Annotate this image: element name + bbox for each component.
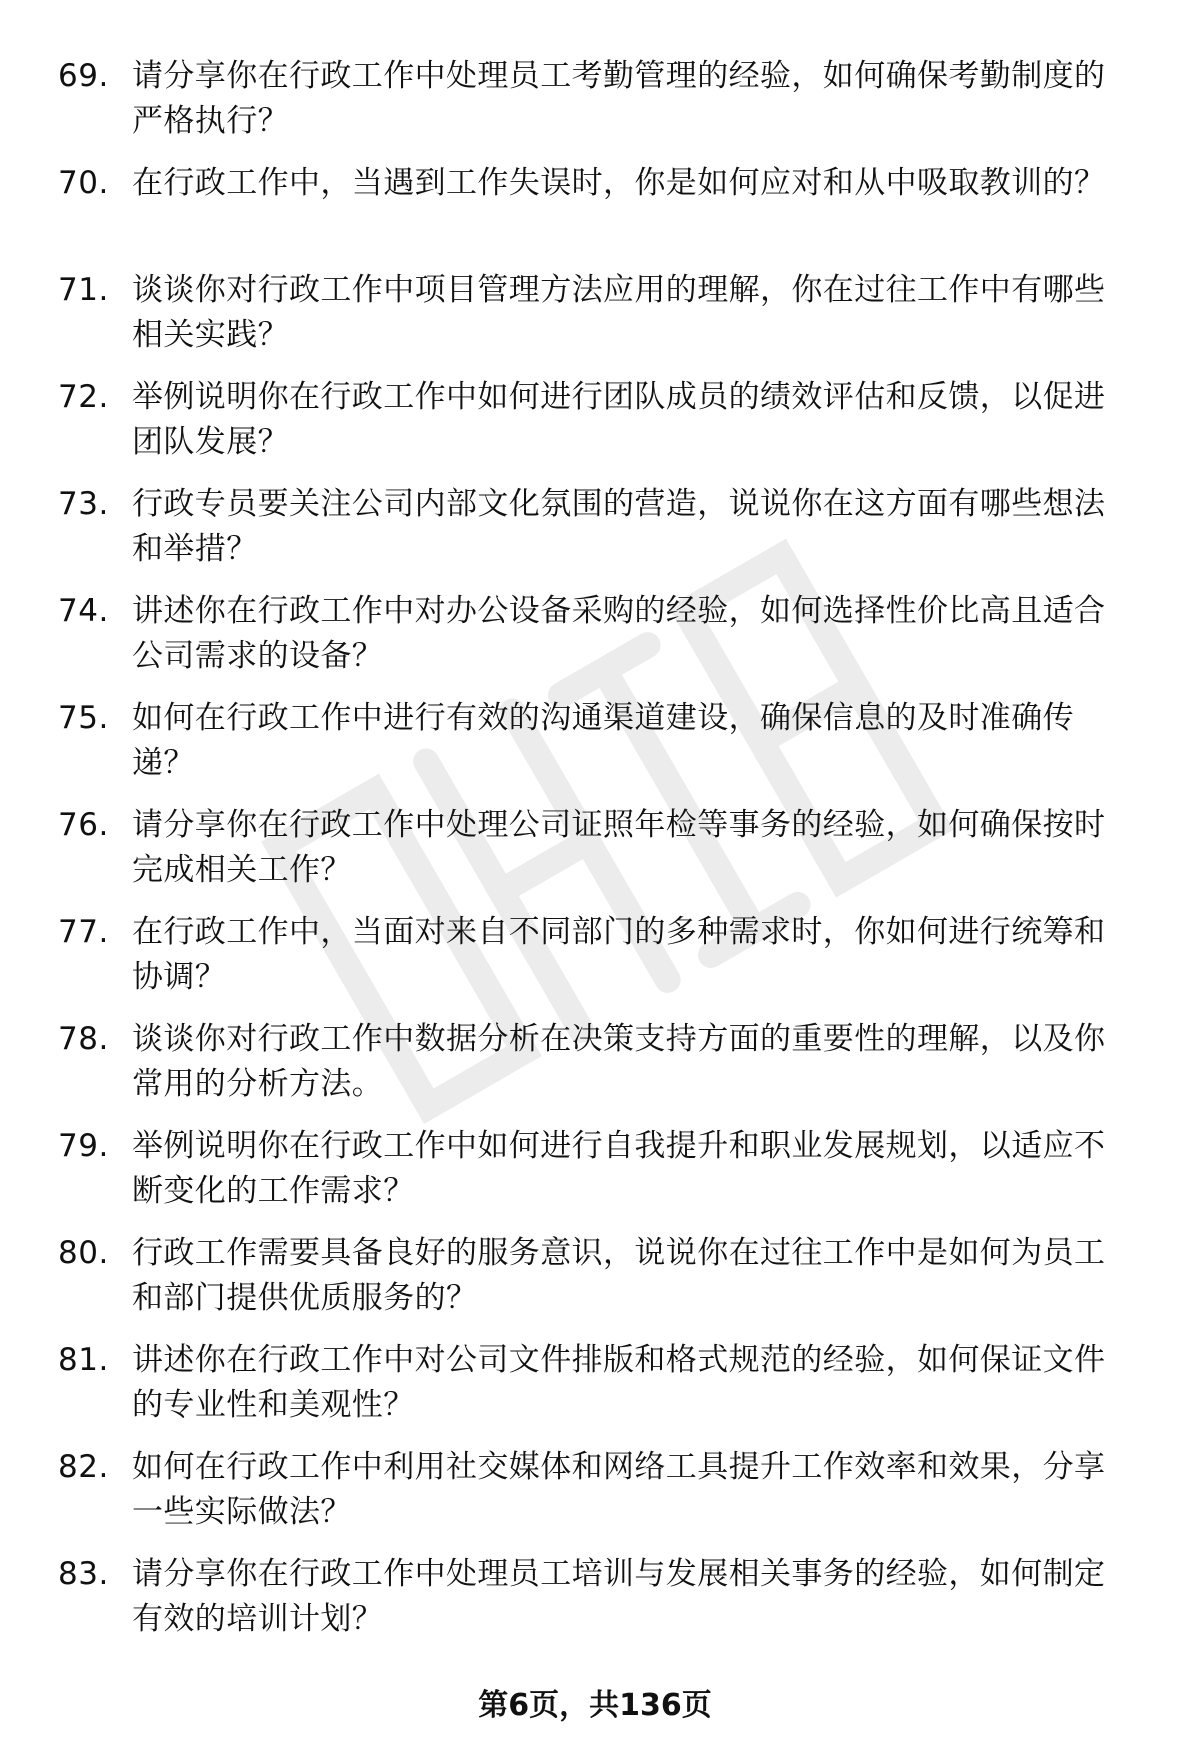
question-text: 请分享你在行政工作中处理公司证照年检等事务的经验，如何确保按时完成相关工作？ [132,807,1106,888]
list-item [58,54,1158,161]
question-text: 举例说明你在行政工作中如何进行团队成员的绩效评估和反馈，以促进团队发展？ [132,379,1106,460]
question-number: 76. [58,807,109,843]
list-item [58,161,1158,268]
question-text: 讲述你在行政工作中对公司文件排版和格式规范的经验，如何保证文件的专业性和美观性？ [132,1342,1106,1423]
list-item [58,589,1158,696]
list-item [58,910,1158,1017]
list-item [58,1231,1158,1338]
question-number: 74. [58,593,109,629]
list-item [58,482,1158,589]
question-text: 在行政工作中，当面对来自不同部门的多种需求时，你如何进行统筹和协调？ [132,914,1106,995]
question-text: 举例说明你在行政工作中如何进行自我提升和职业发展规划，以适应不断变化的工作需求？ [132,1128,1106,1209]
list-item [58,375,1158,482]
list-item [58,1338,1158,1445]
question-number: 78. [58,1021,109,1057]
question-text: 行政工作需要具备良好的服务意识，说说你在过往工作中是如何为员工和部门提供优质服务的？ [132,1235,1106,1316]
question-text: 请分享你在行政工作中处理员工培训与发展相关事务的经验，如何制定有效的培训计划？ [132,1556,1106,1637]
question-text: 在行政工作中，当遇到工作失误时，你是如何应对和从中吸取教训的？ [132,165,1106,201]
question-number: 80. [58,1235,109,1271]
list-item [58,803,1158,910]
question-number: 77. [58,914,109,950]
list-item [58,268,1158,375]
question-text: 请分享你在行政工作中处理员工考勤管理的经验，如何确保考勤制度的严格执行？ [132,58,1106,139]
list-item [58,1552,1158,1659]
question-number: 75. [58,700,109,736]
question-number: 79. [58,1128,109,1164]
question-text: 谈谈你对行政工作中项目管理方法应用的理解，你在过往工作中有哪些相关实践？ [132,272,1106,353]
list-item [58,696,1158,803]
question-number: 71. [58,272,109,308]
question-text: 讲述你在行政工作中对办公设备采购的经验，如何选择性价比高且适合公司需求的设备？ [132,593,1106,674]
question-number: 70. [58,165,109,201]
question-text: 如何在行政工作中进行有效的沟通渠道建设，确保信息的及时准确传递？ [132,700,1074,781]
question-number: 82. [58,1449,109,1485]
question-text: 谈谈你对行政工作中数据分析在决策支持方面的重要性的理解，以及你常用的分析方法。 [132,1021,1106,1102]
question-number: 83. [58,1556,109,1592]
question-text: 行政专员要关注公司内部文化氛围的营造，说说你在这方面有哪些想法和举措？ [132,486,1106,567]
list-item [58,1445,1158,1552]
question-number: 69. [58,58,109,94]
question-list [58,54,1158,1659]
question-number: 72. [58,379,109,415]
page-number-footer: 第6页，共136页 [478,1688,712,1723]
list-item [58,1124,1158,1231]
question-number: 81. [58,1342,109,1378]
question-number: 73. [58,486,109,522]
question-text: 如何在行政工作中利用社交媒体和网络工具提升工作效率和效果，分享一些实际做法？ [132,1449,1106,1530]
list-item [58,1017,1158,1124]
